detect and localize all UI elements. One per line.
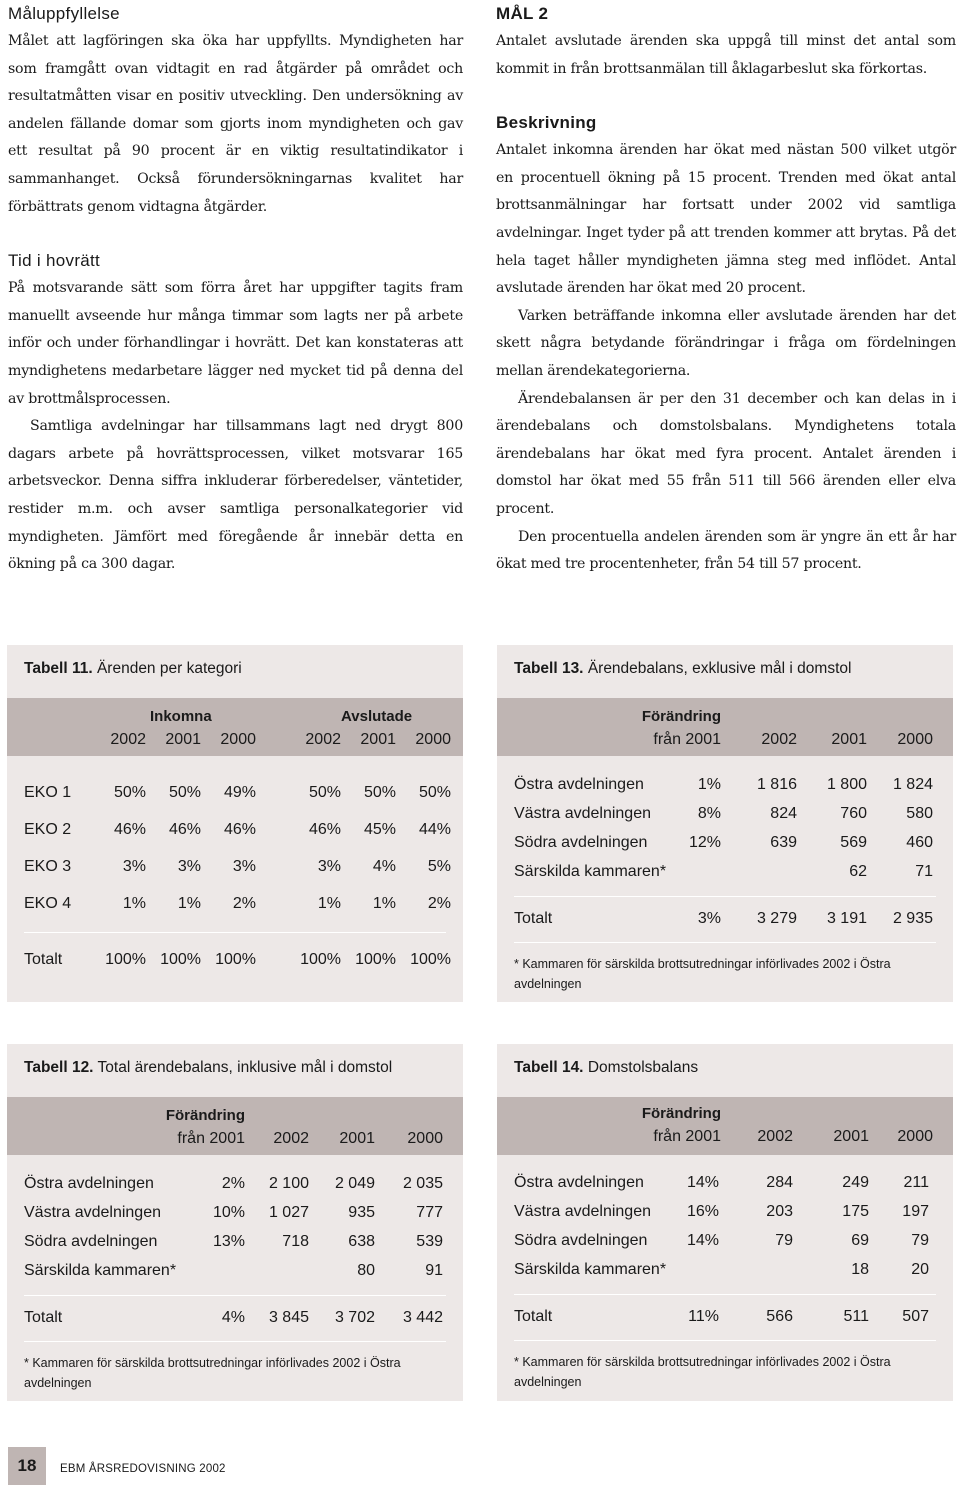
- paragraph-hovratt-1: På motsvarande sätt som förra året har uppgifter tagits fram manuellt avseende hur många timmar som lagts ner på arbete inför och under förhandlingar i hovrätt. Det kan konstateras att myndighetens medarbetare lägger ned mycket tid på denna del av brottmålsprocessen.: [8, 280, 463, 407]
- table-cell: 80: [357, 1262, 375, 1279]
- row-label: EKO 3: [24, 858, 72, 875]
- table-cell: 2%: [232, 895, 256, 912]
- divider: [24, 1295, 446, 1296]
- table-cell: 100%: [215, 951, 256, 968]
- table-cell: 3 845: [268, 1309, 309, 1326]
- table-cell: 511: [843, 1308, 869, 1325]
- table-12-footnote: * Kammaren för särskilda brottsutredningar införlivades 2002 i Östra avdelningen: [24, 1356, 401, 1390]
- table-cell: 100%: [105, 951, 146, 968]
- table-cell: 12%: [688, 834, 721, 851]
- heading-maluppfyllelse: Måluppfyllelse: [8, 4, 120, 23]
- paragraph-beskrivning-3: Ärendebalansen är per den 31 december och kan delas in i ärendebalans och domstolsbalans. Myndighetens totala ärendebalans har ökat med fyra procent. Antalet ärenden i domstol har ökat med 55 från 511 till 566 ärenden eller elva procent.: [496, 390, 956, 517]
- row-label: Södra avdelningen: [24, 1233, 158, 1250]
- column-header-change: från 2001: [653, 731, 721, 748]
- row-label: Särskilda kammaren*: [514, 1261, 667, 1278]
- table-cell: 1%: [372, 895, 396, 912]
- table-cell: 2%: [427, 895, 451, 912]
- table-cell: 3%: [232, 858, 256, 875]
- divider: [24, 932, 446, 933]
- table-cell: 777: [416, 1204, 443, 1221]
- row-label: Särskilda kammaren*: [514, 863, 667, 880]
- table-cell: 1%: [697, 776, 721, 793]
- column-header-change: Förändring: [165, 1107, 245, 1124]
- table-cell: 4%: [372, 858, 396, 875]
- table-cell: 46%: [308, 821, 341, 838]
- table-cell: 3%: [122, 858, 146, 875]
- table-cell: 284: [766, 1174, 793, 1191]
- column-header-year: 2000: [897, 1128, 933, 1145]
- right-column: [496, 0, 956, 579]
- table-cell: 100%: [355, 951, 396, 968]
- column-header-year: 2000: [407, 1130, 443, 1147]
- row-label: Östra avdelningen: [514, 1174, 644, 1191]
- table-cell: 2%: [221, 1175, 245, 1192]
- table-cell: 16%: [686, 1203, 719, 1220]
- table-cell: 197: [902, 1203, 929, 1220]
- table-cell: 1 027: [268, 1204, 309, 1221]
- table-cell: 46%: [168, 821, 201, 838]
- row-label: Västra avdelningen: [24, 1204, 161, 1221]
- divider: [514, 942, 936, 943]
- table-cell: 718: [282, 1233, 309, 1250]
- table-cell: 50%: [418, 784, 451, 801]
- table-cell: 46%: [223, 821, 256, 838]
- table-cell: 3%: [177, 858, 201, 875]
- table-cell: 2 935: [892, 910, 933, 927]
- table-14: [497, 1044, 953, 1401]
- column-group-avslutade: Avslutade: [341, 708, 413, 725]
- table-cell: 20: [911, 1261, 929, 1278]
- table-cell: 11%: [688, 1308, 719, 1325]
- column-header-change: från 2001: [177, 1130, 245, 1147]
- paragraph-mal-2: Antalet avslutade ärenden ska uppgå till minst det antal som kommit in från brottsanmälan till åklagarbeslut ska förkortas.: [496, 33, 956, 77]
- page-number: 18: [8, 1447, 46, 1485]
- table-cell: 50%: [363, 784, 396, 801]
- left-column: [8, 0, 463, 579]
- table-cell: 3 442: [402, 1309, 443, 1326]
- row-label: Södra avdelningen: [514, 834, 648, 851]
- table-11-title: Tabell 11. Ärenden per kategori: [24, 660, 242, 677]
- publication-title: EBM ÅRSREDOVISNING 2002: [60, 1463, 226, 1475]
- table-cell: 71: [915, 863, 933, 880]
- table-cell: 1 824: [892, 776, 933, 793]
- column-header-change: Förändring: [641, 1105, 721, 1122]
- table-13-footnote: * Kammaren för särskilda brottsutredningar införlivades 2002 i Östra avdelningen: [514, 957, 891, 991]
- table-cell: 91: [425, 1262, 443, 1279]
- column-header-year: 2002: [273, 1130, 309, 1147]
- column-group-inkomna: Inkomna: [150, 708, 212, 725]
- table-cell: 4%: [221, 1309, 245, 1326]
- table-cell: 3 279: [756, 910, 797, 927]
- table-cell: 639: [770, 834, 797, 851]
- table-cell: 3 702: [334, 1309, 375, 1326]
- heading-tid-i-hovratt: Tid i hovrätt: [8, 251, 101, 271]
- column-header-year: 2000: [897, 731, 933, 748]
- table-cell: 539: [416, 1233, 443, 1250]
- table-cell: 1%: [122, 895, 146, 912]
- table-cell: 249: [842, 1174, 869, 1191]
- column-header-year: 2001: [833, 1128, 869, 1145]
- table-cell: 211: [903, 1174, 929, 1191]
- table-cell: 44%: [418, 821, 451, 838]
- row-label: Östra avdelningen: [514, 776, 644, 793]
- table-cell: 69: [851, 1232, 869, 1249]
- table-cell: 507: [902, 1308, 929, 1325]
- table-cell: 1 800: [826, 776, 867, 793]
- column-header-change: från 2001: [653, 1128, 721, 1145]
- column-header-year: 2000: [415, 731, 451, 748]
- table-cell: 14%: [686, 1174, 719, 1191]
- table-cell: 45%: [363, 821, 396, 838]
- column-header-year: 2002: [110, 731, 146, 748]
- divider: [514, 1340, 936, 1341]
- table-cell: 566: [766, 1308, 793, 1325]
- table-cell: 46%: [113, 821, 146, 838]
- table-cell: 1 816: [756, 776, 797, 793]
- column-header-year: 2002: [305, 731, 341, 748]
- table-cell: 1%: [177, 895, 201, 912]
- paragraph-beskrivning-4: Den procentuella andelen ärenden som är yngre än ett år har ökat med tre procentenheter, från 54 till 57 procent.: [496, 528, 956, 573]
- paragraph-beskrivning-1: Antalet inkomna ärenden har ökat med nästan 500 vilket utgör en procentuell ökning på 15 procent. Trenden med ökat antal brottsanmälningar har fortsatt under 2002 vid samtliga avdelningar. Inget tyder på att trenden kommer att brytas. På det hela taget håller myndigheten jämna steg med inflödet. Antal avslutade ärenden har ökat med 20 procent.: [496, 142, 956, 297]
- divider: [514, 1294, 936, 1295]
- heading-beskrivning: Beskrivning: [496, 113, 597, 133]
- table-cell: 18: [851, 1261, 869, 1278]
- table-cell: 460: [906, 834, 933, 851]
- table-cell: 2 035: [402, 1175, 443, 1192]
- divider: [514, 896, 936, 897]
- row-label: EKO 4: [24, 895, 72, 912]
- row-label: Östra avdelningen: [24, 1175, 154, 1192]
- table-cell: 2 049: [334, 1175, 375, 1192]
- row-label: Totalt: [514, 1308, 553, 1325]
- paragraph-hovratt-2: Samtliga avdelningar har tillsammans lagt ned drygt 800 dagars arbete på hovrättsprocessen, vilket motsvarar 165 arbetsveckor. Denna siffra inkluderar förberedelser, väntetider, restider m.m. och avser samtliga personalkategorier vid myndigheten. Jämfört med föregående år innebär detta en ökning på ca 300 dagar.: [8, 418, 463, 573]
- column-header-year: 2002: [757, 1128, 793, 1145]
- table-cell: 1%: [317, 895, 341, 912]
- row-label: Totalt: [24, 951, 63, 968]
- table-13-title: Tabell 13. Ärendebalans, exklusive mål i domstol: [514, 660, 852, 677]
- table-cell: 638: [348, 1233, 375, 1250]
- row-label: Västra avdelningen: [514, 805, 651, 822]
- table-12-title: Tabell 12. Total ärendebalans, inklusive mål i domstol: [24, 1059, 393, 1076]
- table-cell: 79: [775, 1232, 793, 1249]
- table-cell: 100%: [410, 951, 451, 968]
- table-cell: 3 191: [826, 910, 867, 927]
- table-14-header: [497, 1097, 953, 1155]
- table-cell: 580: [906, 805, 933, 822]
- table-cell: 8%: [697, 805, 721, 822]
- table-11: [7, 645, 463, 1002]
- row-label: Särskilda kammaren*: [24, 1262, 177, 1279]
- table-cell: 175: [842, 1203, 869, 1220]
- heading-mal-2: MÅL 2: [496, 4, 549, 23]
- table-14-footnote: * Kammaren för särskilda brottsutredningar införlivades 2002 i Östra avdelningen: [514, 1355, 891, 1389]
- divider: [24, 1341, 446, 1342]
- row-label: EKO 2: [24, 821, 72, 838]
- row-label: Västra avdelningen: [514, 1203, 651, 1220]
- column-header-change: Förändring: [641, 708, 721, 725]
- table-cell: 10%: [212, 1204, 245, 1221]
- table-cell: 3%: [697, 910, 721, 927]
- table-cell: 5%: [427, 858, 451, 875]
- table-14-title: Tabell 14. Domstolsbalans: [514, 1059, 699, 1076]
- table-cell: 3%: [317, 858, 341, 875]
- table-cell: 935: [348, 1204, 375, 1221]
- column-header-year: 2002: [761, 731, 797, 748]
- table-cell: 50%: [168, 784, 201, 801]
- table-cell: 760: [840, 805, 867, 822]
- table-13: [497, 645, 953, 1002]
- table-cell: 49%: [223, 784, 256, 801]
- row-label: Totalt: [514, 910, 553, 927]
- paragraph-beskrivning-2: Varken beträffande inkomna eller avslutade ärenden har det skett några betydande förändringar i fråga om fördelningen mellan ärendekategorierna.: [496, 307, 956, 379]
- column-header-year: 2000: [220, 731, 256, 748]
- table-cell: 2 100: [268, 1175, 309, 1192]
- row-label: EKO 1: [24, 784, 72, 801]
- paragraph-maluppfyllelse: Målet att lagföringen ska öka har uppfyllts. Myndigheten har som framgått ovan vidtagit en rad åtgärder på området och resultatmåtten visar en positiv utveckling. Den undersökning av andelen fällande domar som gjorts inom myndigheten och gav ett resultat på 90 procent är en viktig resultatindikator i sammanhanget. Också förundersökningarnas kvalitet har förbättrats genom vidtagna åtgärder.: [8, 33, 463, 215]
- table-cell: 100%: [300, 951, 341, 968]
- table-cell: 79: [911, 1232, 929, 1249]
- table-12: [7, 1044, 463, 1401]
- table-cell: 14%: [686, 1232, 719, 1249]
- table-cell: 62: [849, 863, 867, 880]
- row-label: Södra avdelningen: [514, 1232, 648, 1249]
- table-cell: 50%: [308, 784, 341, 801]
- table-cell: 50%: [113, 784, 146, 801]
- table-cell: 203: [766, 1203, 793, 1220]
- column-header-year: 2001: [360, 731, 396, 748]
- table-cell: 100%: [160, 951, 201, 968]
- column-header-year: 2001: [831, 731, 867, 748]
- row-label: Totalt: [24, 1309, 63, 1326]
- table-cell: 13%: [212, 1233, 245, 1250]
- table-cell: 569: [840, 834, 867, 851]
- column-header-year: 2001: [339, 1130, 375, 1147]
- column-header-year: 2001: [165, 731, 201, 748]
- table-cell: 824: [770, 805, 797, 822]
